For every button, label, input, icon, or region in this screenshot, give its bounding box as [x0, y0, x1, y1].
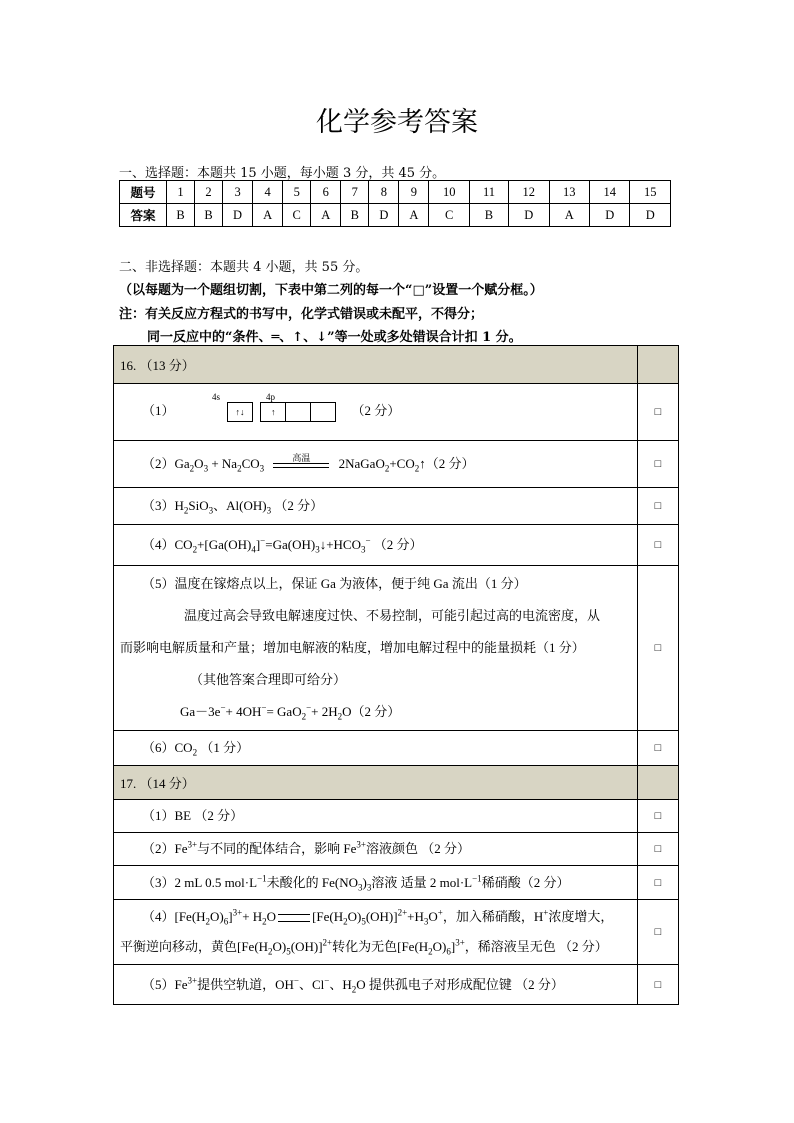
q16-part5-answer: （5）温度在镓熔点以上，保证 Ga 为液体，便于纯 Ga 流出（1 分） 温度过高会导致电解速度过快、不易控制，可能引起过高的电流密度，从 而影响电解质量和产量；增加电解液的粘度，增加电解过程中的能量损耗（1 分） （其他答案合理即可给分） $Ga-3e^-+ 4OH^-= GaO_2^-+ 2H_2O(2$ 分）: [114, 566, 638, 731]
q16-header-row: [114, 346, 679, 384]
page-title: 化学参考答案: [316, 107, 478, 138]
q17-part3-row: [114, 866, 679, 900]
q17-part4-explanation: 平衡逆向移动，黄色$[Fe(H_2O)_5(OH)]^{2+}$转化为无色$[Fe(H_2O)_6]^{3+}$，稀溶液呈无色 （2 分）: [120, 937, 608, 957]
q17-part2-row: [114, 833, 679, 866]
choice-answer: D: [223, 204, 253, 227]
q17-part4-equation: $(4)[Fe(H_2O)_6]^{3+}+ H_2O$ $[Fe(H_2O)_5(OH)]^{2+}+H_3O^+$，加入稀硝酸，H+浓度增大，: [142, 907, 614, 927]
q17-part5-answer: $(5)Fe^{3+}$提供空轨道，OH−、Cl−、$H_2O$ 提供孤电子对形成配位键 （2 分）: [114, 965, 638, 1005]
q17-part3-answer: （3）2 mL 0.5 $mol\cdot L^{-1}$未酸化的 $Fe(NO_3)_3$溶液 适量 2 $mol\cdot L^{-1}$稀硝酸（2 分）: [114, 866, 638, 900]
choice-answer: B: [195, 204, 223, 227]
score-box[interactable]: □: [638, 566, 679, 731]
orbital-4p-label: 4p: [266, 392, 275, 402]
choice-answer: B: [341, 204, 369, 227]
q16-part4-row: [114, 525, 679, 566]
choice-answer-table: [119, 180, 671, 227]
score-box[interactable]: □: [638, 441, 679, 488]
question-number: 8: [369, 181, 399, 204]
q16-part2-row: [114, 441, 679, 488]
score-box[interactable]: □: [638, 800, 679, 833]
choice-answer: D: [589, 204, 629, 227]
number-row: [120, 181, 671, 204]
score-box[interactable]: □: [638, 384, 679, 441]
question-number: 2: [195, 181, 223, 204]
choice-answer: B: [469, 204, 508, 227]
orbital-4s-box: ↑↓: [227, 402, 253, 422]
choice-answer: A: [253, 204, 283, 227]
question-number: 12: [509, 181, 549, 204]
question-number: 7: [341, 181, 369, 204]
equilibrium-arrow: [278, 914, 310, 922]
question-number: 5: [283, 181, 311, 204]
q16-part3-row: [114, 488, 679, 525]
score-box[interactable]: □: [638, 525, 679, 566]
question-number: 4: [253, 181, 283, 204]
score-box[interactable]: □: [638, 900, 679, 965]
q16-part6-answer: $(6)CO_2$ （1 分）: [114, 731, 638, 766]
q17-part1-row: [114, 800, 679, 833]
choice-answer: D: [369, 204, 399, 227]
choice-answer: A: [311, 204, 341, 227]
score-box-empty: [638, 766, 679, 800]
reaction-arrow: 高温: [273, 463, 329, 468]
q17-part1-answer: （1）BE （2 分）: [114, 800, 638, 833]
score-box[interactable]: □: [638, 833, 679, 866]
q16-part3-answer: $(3)H_2SiO_3$、$Al(OH)_3$ （2 分）: [114, 488, 638, 525]
q16-part1-row: [114, 384, 679, 441]
part2-note-2: 注：有关反应方程式的书写中，化学式错误或未配平，不得分；: [119, 307, 484, 322]
score-box[interactable]: □: [638, 965, 679, 1005]
q16-part2-equation: $(2)Ga_2O_3 + Na_2CO_3$ 高温 $2NaGaO_2+CO_2↑(2$ 分）: [114, 441, 638, 488]
score-box[interactable]: □: [638, 866, 679, 900]
q16-part1-score: （2 分）: [351, 402, 401, 418]
question-number: 6: [311, 181, 341, 204]
part1-heading: 一、选择题：本题共 15 小题，每小题 3 分，共 45 分。: [119, 166, 446, 181]
question-number: 14: [589, 181, 629, 204]
number-row-label: 题号: [120, 181, 167, 204]
question-number: 13: [549, 181, 589, 204]
choice-answer: A: [399, 204, 429, 227]
q16-part1-label: （1）: [142, 402, 175, 418]
choice-answer: D: [509, 204, 549, 227]
q16-part5-row: [114, 566, 679, 731]
q17-header: 17. （14 分）: [114, 766, 638, 800]
choice-answer: A: [549, 204, 589, 227]
question-number: 10: [429, 181, 469, 204]
choice-answer: C: [283, 204, 311, 227]
question-number: 15: [630, 181, 671, 204]
answer-row: [120, 204, 671, 227]
choice-answer: B: [167, 204, 195, 227]
q16-part5-electrode-equation: $Ga-3e^-+ 4OH^-= GaO_2^-+ 2H_2O(2$ 分）: [180, 702, 401, 722]
part2-note-1: （以每题为一个题组切割，下表中第二列的每一个“□”设置一个赋分框。）: [119, 283, 543, 298]
q16-part6-row: [114, 731, 679, 766]
score-box-empty: [638, 346, 679, 384]
q17-part5-row: [114, 965, 679, 1005]
q17-part2-answer: $(2)Fe^{3+}$与不同的配体结合，影响 $Fe^{3+}$溶液颜色 （2 分）: [114, 833, 638, 866]
q17-part4-answer: [114, 900, 638, 965]
question-number: 11: [469, 181, 508, 204]
choice-answer: D: [630, 204, 671, 227]
q16-header: 16. （13 分）: [114, 346, 638, 384]
orbital-4s-label: 4s: [212, 392, 221, 402]
q16-part4-equation: $(4)CO_2+[Ga(OH)_4]^-=Ga(OH)_3↓+HCO_3^-$ （2 分）: [114, 525, 638, 566]
answer-row-label: 答案: [120, 204, 167, 227]
answer-table: [113, 345, 679, 1005]
part2-heading: 二、非选择题：本题共 4 小题，共 55 分。: [119, 260, 369, 275]
choice-answer: C: [429, 204, 469, 227]
question-number: 1: [167, 181, 195, 204]
q17-part4-row: [114, 900, 679, 965]
score-box[interactable]: □: [638, 731, 679, 766]
orbital-4p-box: ↑: [260, 402, 336, 422]
q17-header-row: [114, 766, 679, 800]
score-box[interactable]: □: [638, 488, 679, 525]
part2-note-3: 同一反应中的“条件、═、↑、↓”等一处或多处错误合计扣 1 分。: [147, 330, 522, 345]
question-number: 3: [223, 181, 253, 204]
question-number: 9: [399, 181, 429, 204]
